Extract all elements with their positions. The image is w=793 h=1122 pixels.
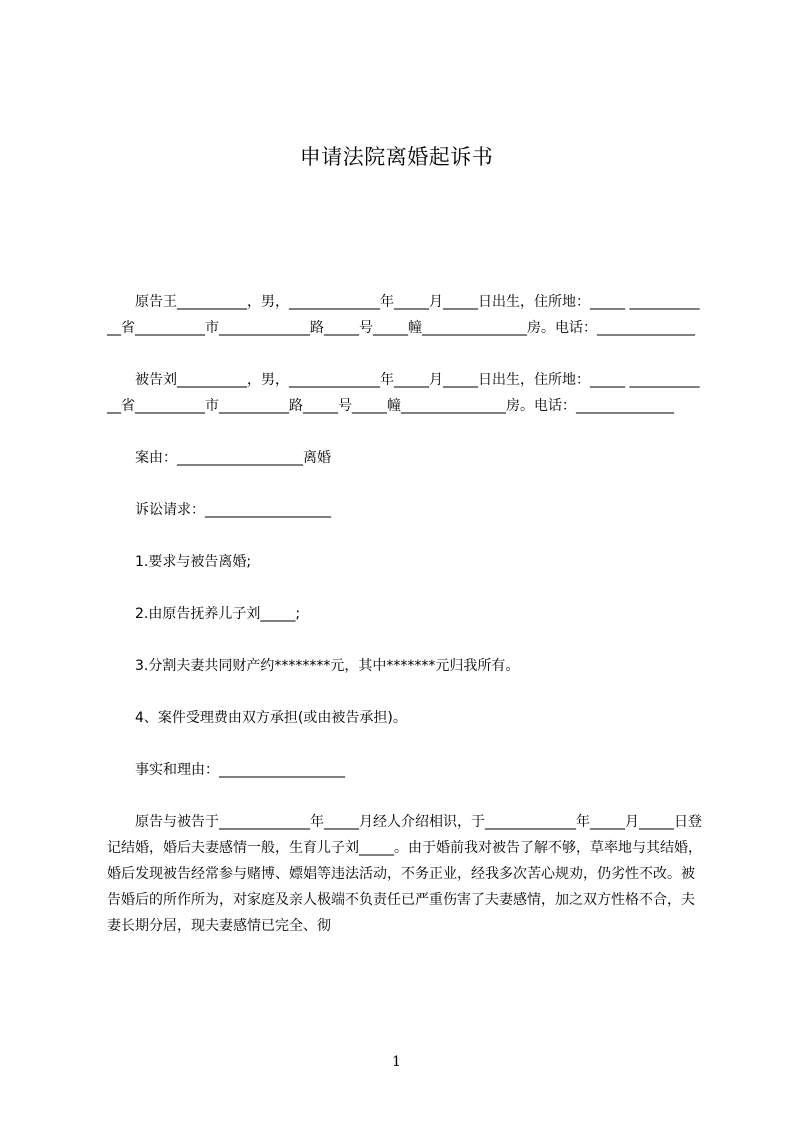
cause-line: 案由：__________________离婚: [135, 450, 331, 466]
claim-item-1: 1.要求与被告离婚;: [135, 554, 252, 570]
defendant-paragraph: 被告刘__________，男，_____________年_____月_____日出生，住所地：_____ ____________省__________市__________路_____号_____幢_______________房。电话：______________: [107, 372, 700, 414]
facts-heading: 事实和理由：__________________: [135, 762, 345, 778]
claims-heading: 诉讼请求：__________________: [135, 502, 331, 518]
claim-item-3: 3.分割夫妻共同财产约********元，其中*******元归我所有。: [135, 658, 520, 674]
facts-paragraph: 原告与被告于_____________年_____月经人介绍相识，于_____________年_____月_____日登记结婚，婚后夫妻感情一般，生育儿子刘_____。由于婚前我对被告了解不够，草率地与其结婚，婚后发现被告经常参与赌博、嫖娼等违法活动，不务正业，经我多次苦心规劝，仍劣性不改。被告婚后的所作所为，对家庭及亲人极端不负责任已严重伤害了夫妻感情，加之双方性格不合，夫妻长期分居，现夫妻感情已完全、彻: [107, 814, 702, 934]
document-title: 申请法院离婚起诉书: [299, 145, 494, 169]
claim-item-4: 4、案件受理费由双方承担(或由被告承担)。: [135, 710, 407, 726]
document-body: [107, 289, 703, 939]
claim-item-2: 2.由原告抚养儿子刘_____;: [135, 606, 301, 622]
page-number: 1: [392, 1054, 401, 1070]
plaintiff-paragraph: 原告王__________，男，_____________年_____月_____日出生，住所地：_____ ____________省__________市_____________路_____号_____幢_______________房。电话：______________: [107, 294, 700, 336]
